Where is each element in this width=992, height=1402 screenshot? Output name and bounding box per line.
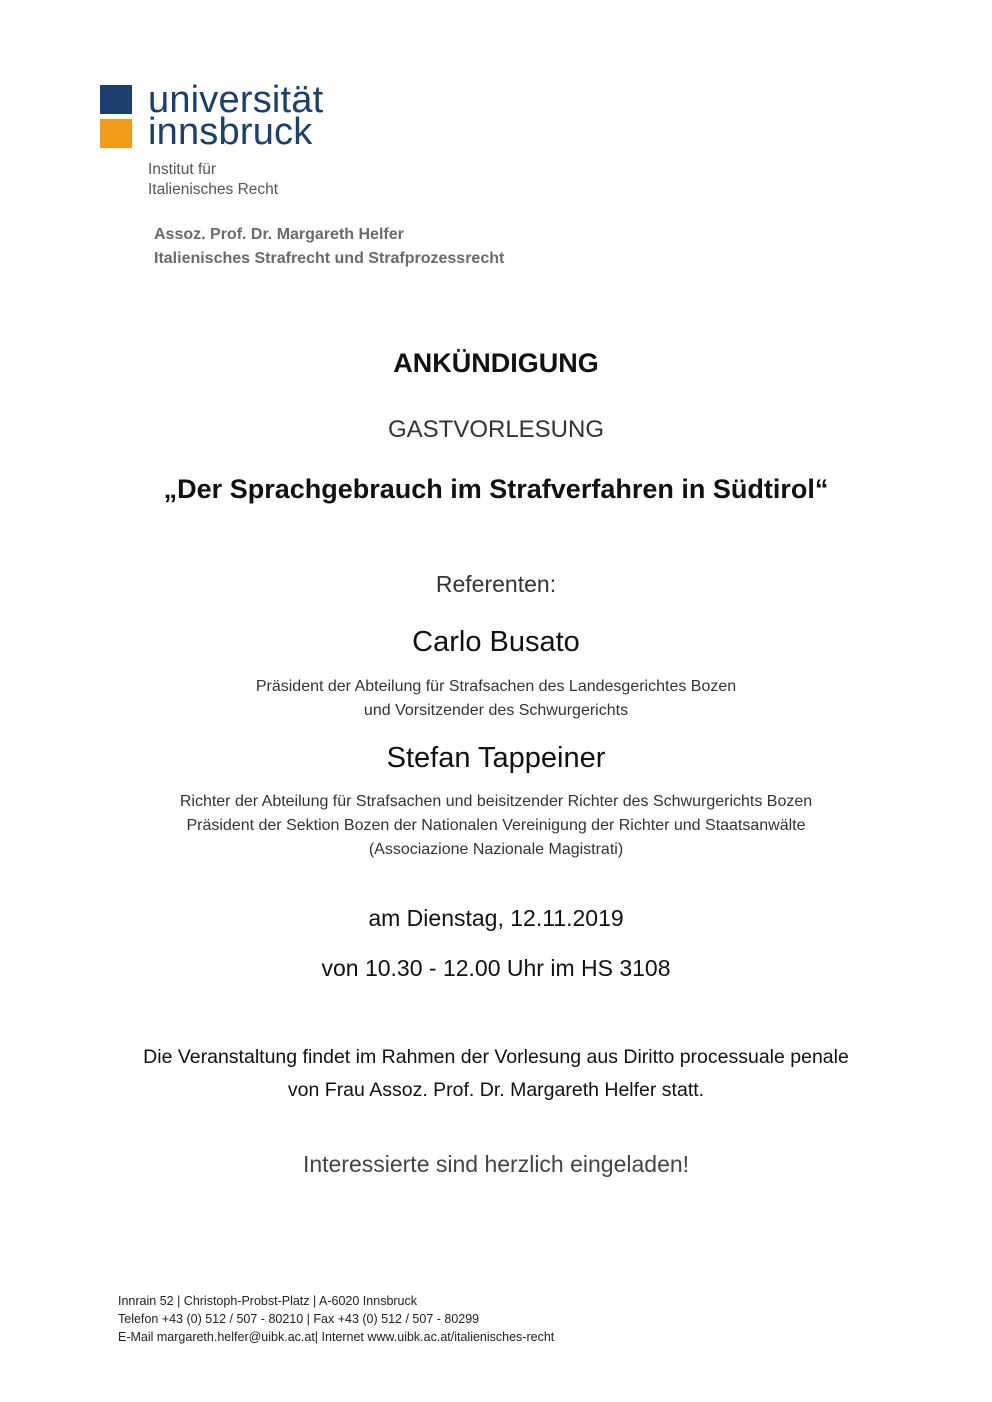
speaker-role-line: Präsident der Abteilung für Strafsachen des Landesgerichtes Bozen <box>255 678 737 695</box>
event-context-line2: von Frau Assoz. Prof. Dr. Margareth Helfer statt. <box>287 1079 705 1101</box>
speakers-label: Referenten: <box>435 571 557 597</box>
footer-phone-fax: Telefon +43 (0) 512 / 507 - 80210 | Fax +43 (0) 512 / 507 - 80299 <box>118 1312 480 1326</box>
speaker-name: Stefan Tappeiner <box>386 742 606 774</box>
institute-name-line2: Italienisches Recht <box>148 181 279 198</box>
speaker-name: Carlo Busato <box>412 626 580 658</box>
author-department: Italienisches Strafrecht und Strafprozessrecht <box>154 250 505 267</box>
speaker-role-line: Präsident der Sektion Bozen der Nationalen Vereinigung der Richter und Staatsanwälte <box>186 817 806 834</box>
event-time-location: von 10.30 - 12.00 Uhr im HS 3108 <box>321 955 671 981</box>
logo-orange-square <box>100 119 132 148</box>
speaker-role-line: (Associazione Nazionale Magistrati) <box>368 841 624 858</box>
footer-address: Innrain 52 | Christoph-Probst-Platz | A-6020 Innsbruck <box>118 1294 418 1308</box>
footer-email-web: E-Mail margareth.helfer@uibk.ac.at| Internet www.uibk.ac.at/italienisches-recht <box>118 1330 555 1344</box>
event-date: am Dienstag, 12.11.2019 <box>368 905 624 931</box>
lecture-title: „Der Sprachgebrauch im Strafverfahren in Südtirol“ <box>163 474 829 504</box>
speaker-role-line: und Vorsitzender des Schwurgerichts <box>363 702 629 719</box>
logo-wordmark-line2: innsbruck <box>148 111 313 153</box>
lecture-type: GASTVORLESUNG <box>387 416 605 443</box>
invitation-text: Interessierte sind herzlich eingeladen! <box>302 1151 690 1177</box>
event-context-line1: Die Veranstaltung findet im Rahmen der Vorlesung aus Diritto processuale penale <box>143 1046 849 1068</box>
speaker-role-line: Richter der Abteilung für Strafsachen und beisitzender Richter des Schwurgerichts Bozen <box>179 793 813 810</box>
logo-wordmark-line1: universität <box>148 79 324 121</box>
author-name: Assoz. Prof. Dr. Margareth Helfer <box>154 226 404 243</box>
logo-blue-square <box>100 85 132 114</box>
announcement-heading: ANKÜNDIGUNG <box>393 348 599 378</box>
institute-name-line1: Institut für <box>148 161 217 178</box>
